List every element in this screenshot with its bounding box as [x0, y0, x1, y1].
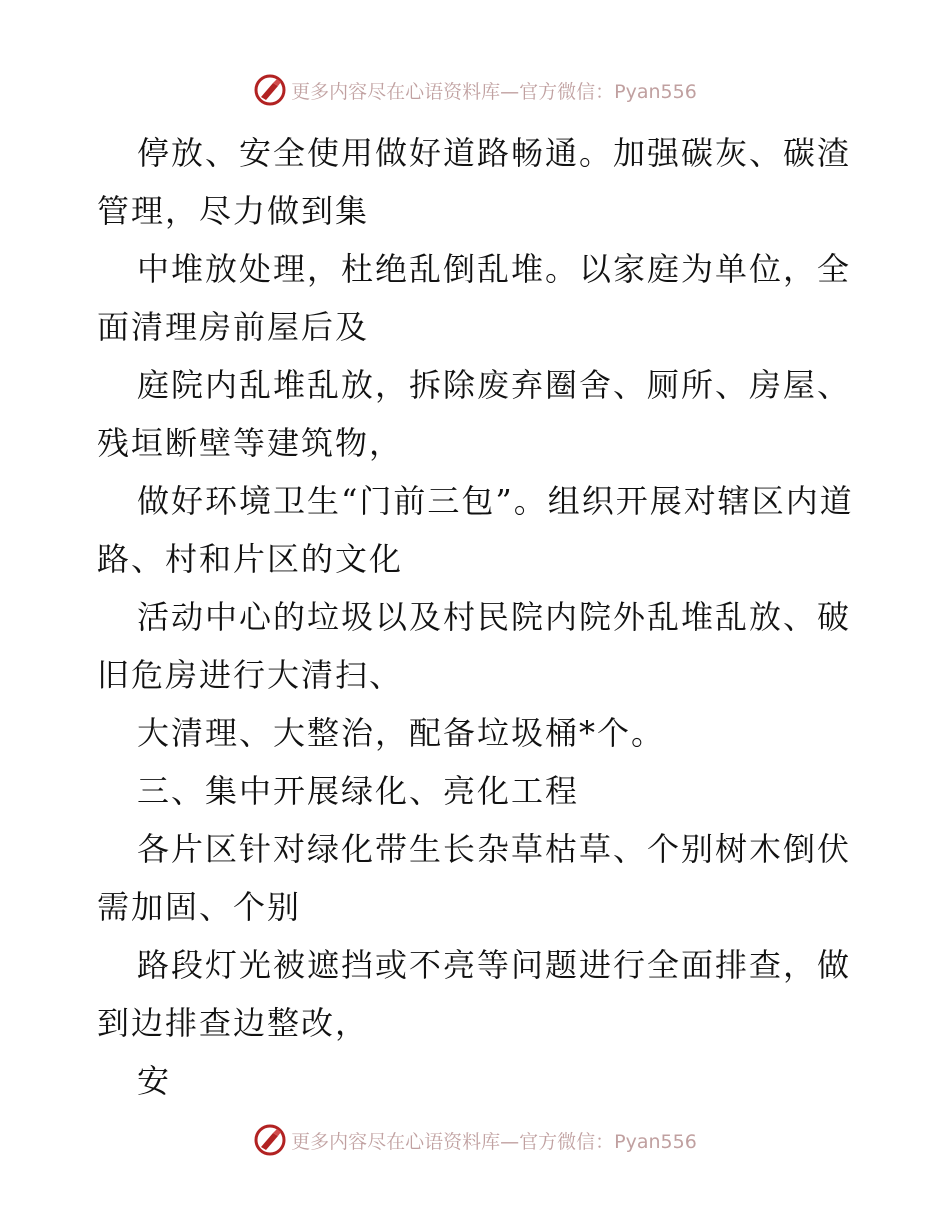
- paragraph: 安: [137, 1062, 172, 1100]
- pen-circle-icon: [253, 73, 287, 107]
- section-heading: 三、集中开展绿化、亮化工程: [137, 772, 580, 810]
- header-banner: [0, 70, 950, 110]
- paragraph: 路段灯光被遮挡或不亮等问题进行全面排查，做到边排查边整改，: [97, 946, 852, 1042]
- paragraph: 各片区针对绿化带生长杂草枯草、个别树木倒伏需加固、个别: [97, 830, 852, 926]
- paragraph: 大清理、大整治，配备垃圾桶*个。: [137, 714, 666, 752]
- document-body: [97, 124, 857, 1110]
- footer-banner: [0, 1120, 950, 1160]
- pen-circle-icon: [253, 1123, 287, 1157]
- paragraph: 做好环境卫生“门前三包”。组织开展对辖区内道路、村和片区的文化: [97, 482, 854, 578]
- paragraph: 活动中心的垃圾以及村民院内院外乱堆乱放、破旧危房进行大清扫、: [97, 598, 852, 694]
- header-banner-text: 更多内容尽在心语资料库—官方微信：Pyan556: [291, 80, 697, 103]
- paragraph: 庭院内乱堆乱放，拆除废弃圈舍、厕所、房屋、残垣断壁等建筑物，: [97, 366, 852, 462]
- paragraph: 停放、安全使用做好道路畅通。加强碳灰、碳渣管理，尽力做到集: [97, 134, 852, 230]
- paragraph: 中堆放处理，杜绝乱倒乱堆。以家庭为单位，全面清理房前屋后及: [97, 250, 852, 346]
- footer-banner-text: 更多内容尽在心语资料库—官方微信：Pyan556: [291, 1130, 697, 1153]
